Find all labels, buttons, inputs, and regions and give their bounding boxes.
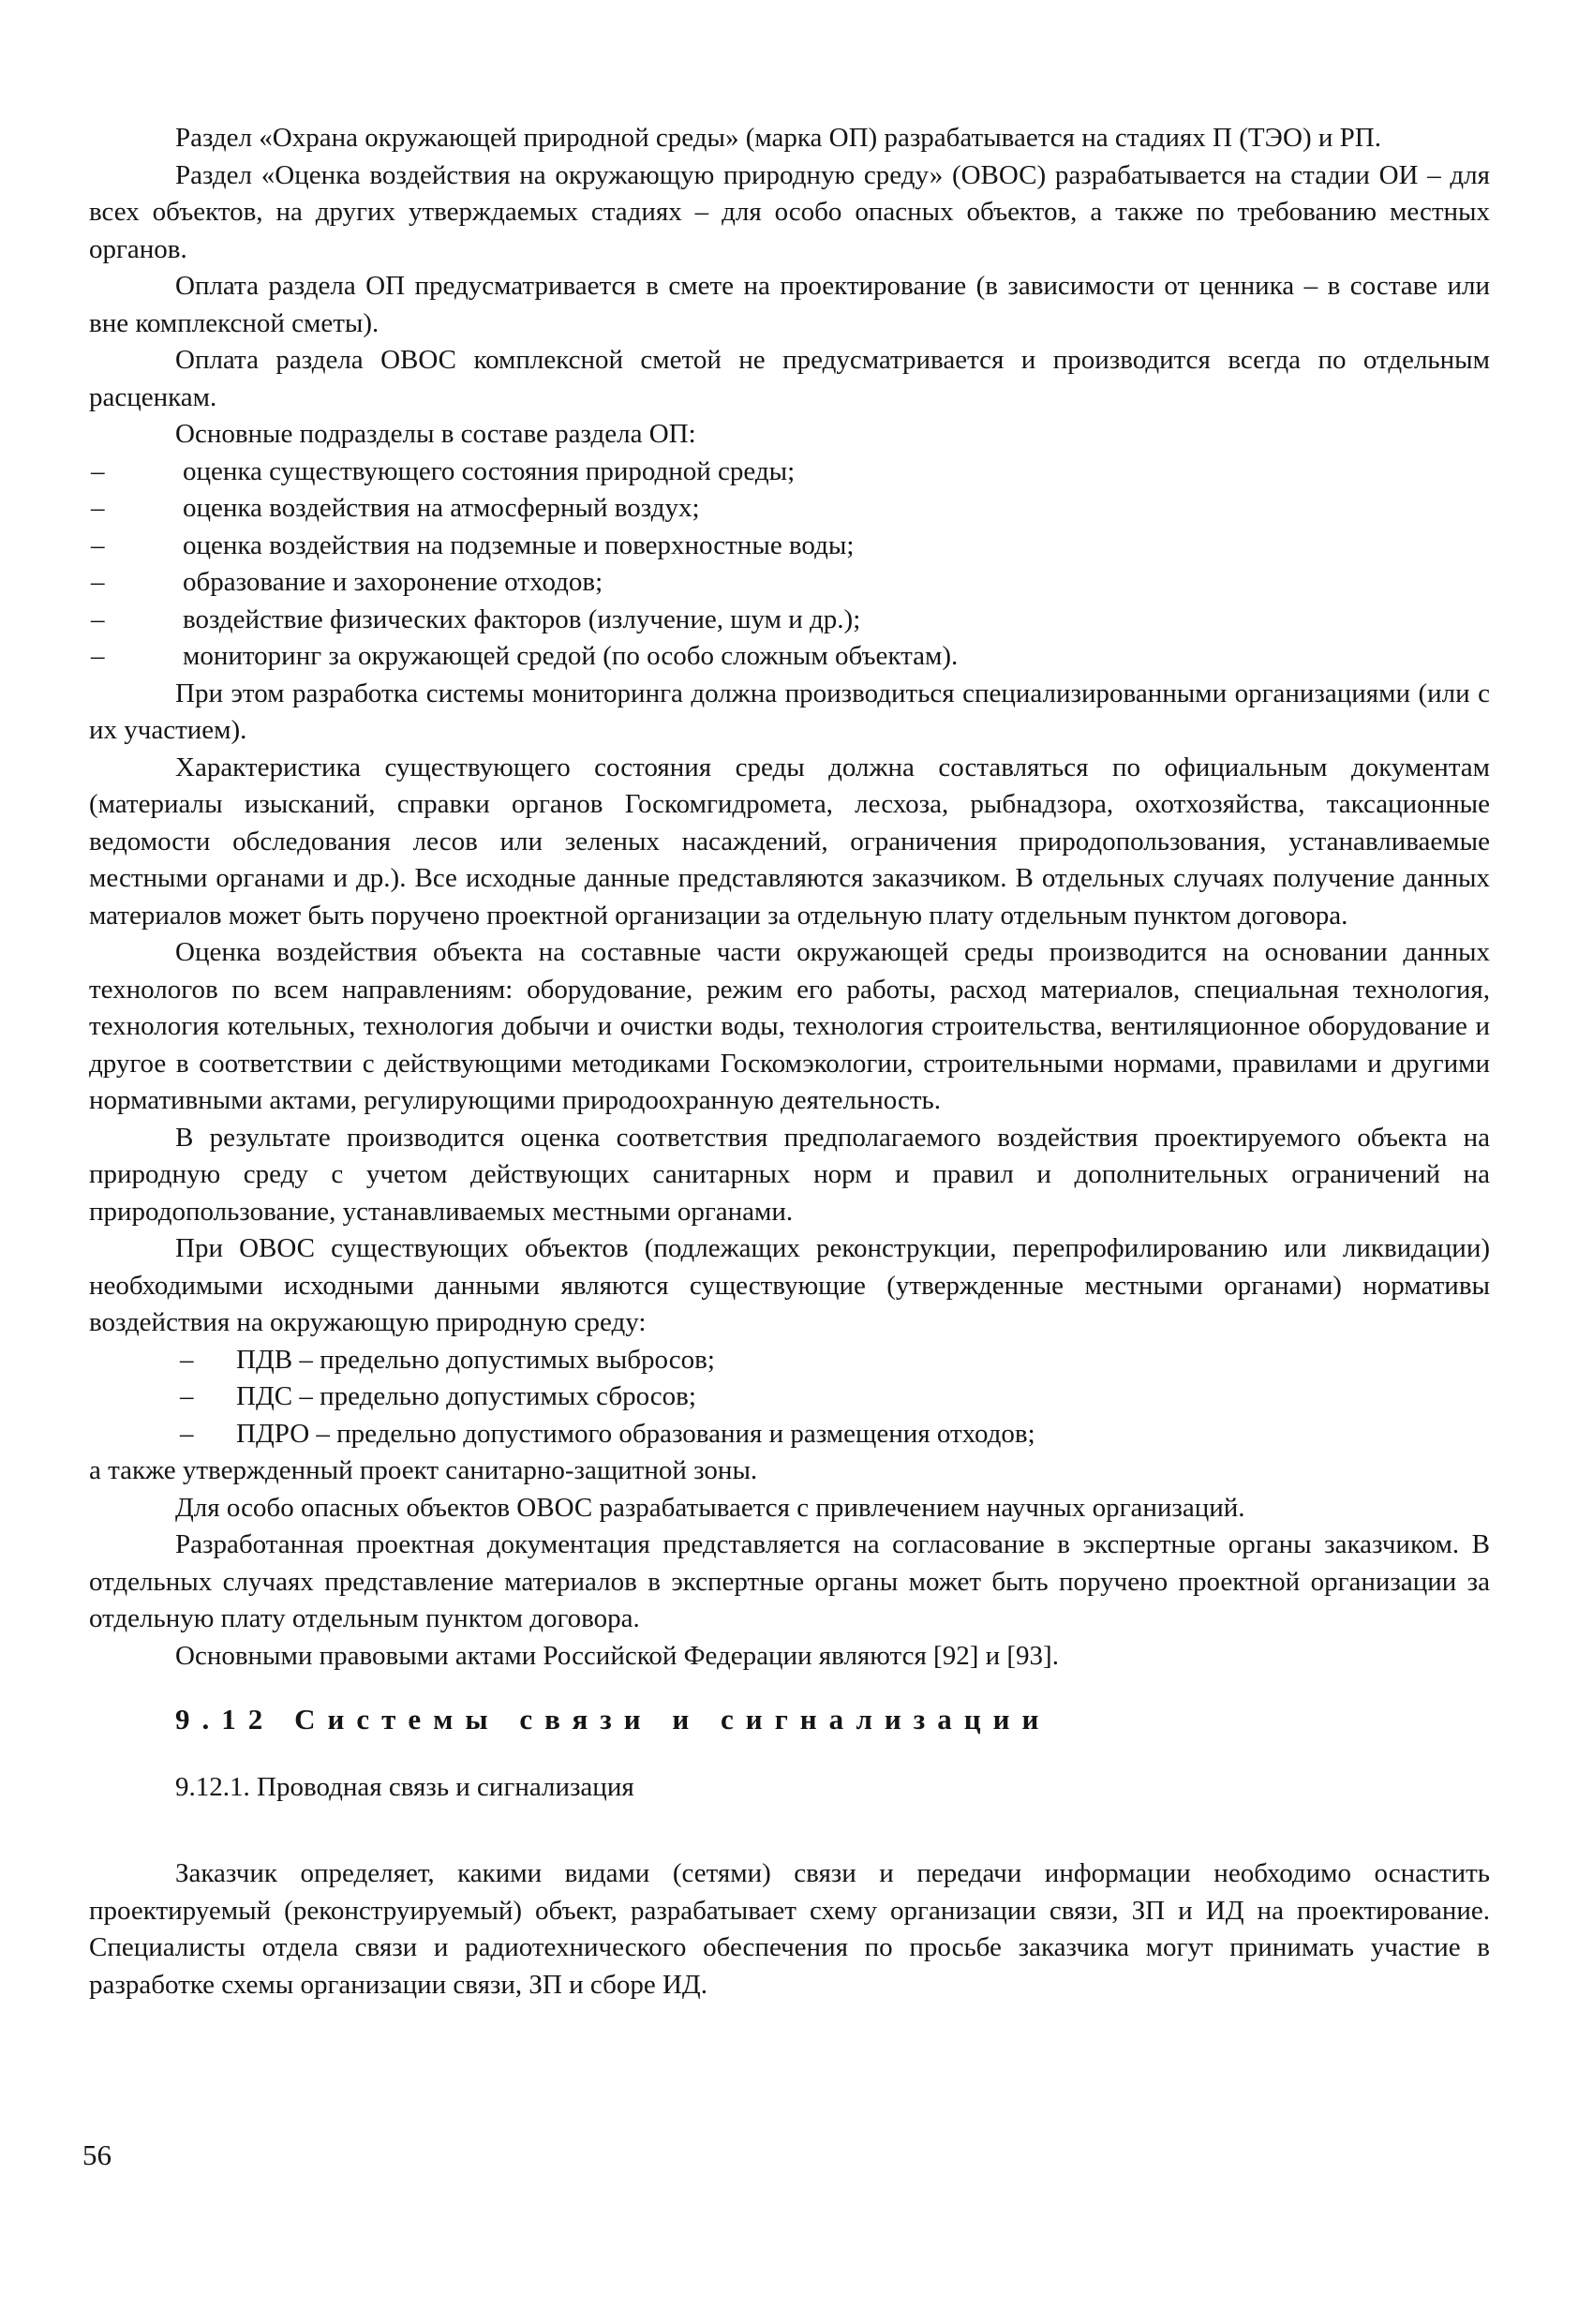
list-item: – оценка воздействия на подземные и поверхностные воды; bbox=[89, 528, 1490, 565]
list-item: – оценка воздействия на атмосферный воздух; bbox=[89, 490, 1490, 528]
paragraph: Раздел «Охрана окружающей природной среды» (марка ОП) разрабатывается на стадиях П (ТЭО) и РП. bbox=[175, 123, 1382, 153]
list-item: – ПДРО – предельно допустимого образования и размещения отходов; bbox=[178, 1416, 1490, 1453]
list-item: – образование и захоронение отходов; bbox=[89, 564, 1490, 602]
norms-list bbox=[178, 1342, 1490, 1453]
paragraph: Разработанная проектная документация представляется на согласование в экспертные органы заказчиком. В отдельных случаях представление материалов в экспертные органы может быть поручено проектной организации за отдельную плату отдельным пунктом договора. bbox=[89, 1529, 1490, 1633]
section-title: 9.12 Системы связи и сигнализации bbox=[175, 1703, 1051, 1736]
paragraph: В результате производится оценка соответствия предполагаемого воздействия проектируемого объекта на природную среду с учетом действующих санитарных норм и правил и дополнительных ограничений на природопользование, устанавливаемых местными органами. bbox=[89, 1122, 1490, 1227]
paragraph: Оценка воздействия объекта на составные части окружающей среды производится на основании данных технологов по всем направлениям: оборудование, режим его работы, расход материалов, специальная технология, технология котельных, технология добычи и очистки воды, технология строительства, вентиляционное оборудование и другое в соответствии с действующими методиками Госкомэкологии, строительными нормами, правилами и другими нормативными актами, регулирующими природоохранную деятельность. bbox=[89, 937, 1490, 1115]
page-number: 56 bbox=[82, 2138, 112, 2171]
paragraph: Оплата раздела ОВОС комплексной сметой не предусматривается и производится всегда по отдельным расценкам. bbox=[89, 345, 1490, 412]
list-item: – ПДВ – предельно допустимых выбросов; bbox=[178, 1342, 1490, 1379]
list-item: – воздействие физических факторов (излучение, шум и др.); bbox=[89, 602, 1490, 639]
paragraph: Раздел «Оценка воздействия на окружающую природную среду» (ОВОС) разрабатывается на стадии ОИ – для всех объектов, на других утверждаемых стадиях – для особо опасных объектов, а также по требованию местных органов. bbox=[89, 159, 1490, 264]
subsection-title: 9.12.1. Проводная связь и сигнализация bbox=[175, 1772, 634, 1802]
paragraph: Характеристика существующего состояния среды должна составляться по официальным документам (материалы изысканий, справки органов Госкомгидромета, лесхоза, рыбнадзора, охотхозяйства, таксационные ведомости обследования лесов или зеленых насаждений, ограничения природопользования, устанавливаемые местными органами и др.). Все исходные данные представляются заказчиком. В отдельных случаях получение данных материалов может быть поручено проектной организации за отдельную плату отдельным пунктом договора. bbox=[89, 752, 1490, 931]
paragraph: Оплата раздела ОП предусматривается в смете на проектирование (в зависимости от ценника – в составе или вне комплексной сметы). bbox=[89, 271, 1490, 338]
list-item: – ПДС – предельно допустимых сбросов; bbox=[178, 1378, 1490, 1416]
subsections-list bbox=[89, 454, 1490, 676]
paragraph: а также утвержденный проект санитарно-защитной зоны. bbox=[89, 1455, 758, 1485]
list-item: – мониторинг за окружающей средой (по особо сложным объектам). bbox=[89, 638, 1490, 676]
paragraph: При ОВОС существующих объектов (подлежащих реконструкции, перепрофилированию или ликвидации) необходимыми исходными данными являются существующие (утвержденные местными органами) нормативы воздействия на окружающую природную среду: bbox=[89, 1233, 1490, 1337]
paragraph: Основными правовыми актами Российской Федерации являются [92] и [93]. bbox=[175, 1640, 1059, 1671]
paragraph: Для особо опасных объектов ОВОС разрабатывается с привлечением научных организаций. bbox=[175, 1492, 1245, 1523]
list-item: – оценка существующего состояния природной среды; bbox=[89, 454, 1490, 491]
paragraph: Основные подразделы в составе раздела ОП: bbox=[175, 419, 696, 449]
paragraph: Заказчик определяет, какими видами (сетями) связи и передачи информации необходимо оснастить проектируемый (реконструируемый) объект, разрабатывает схему организации связи, ЗП и ИД на проектирование. Специалисты отдела связи и радиотехнического обеспечения по просьбе заказчика могут принимать участие в разработке схемы организации связи, ЗП и сборе ИД. bbox=[89, 1858, 1490, 2000]
paragraph: При этом разработка системы мониторинга должна производиться специализированными организациями (или с их участием). bbox=[89, 678, 1490, 745]
